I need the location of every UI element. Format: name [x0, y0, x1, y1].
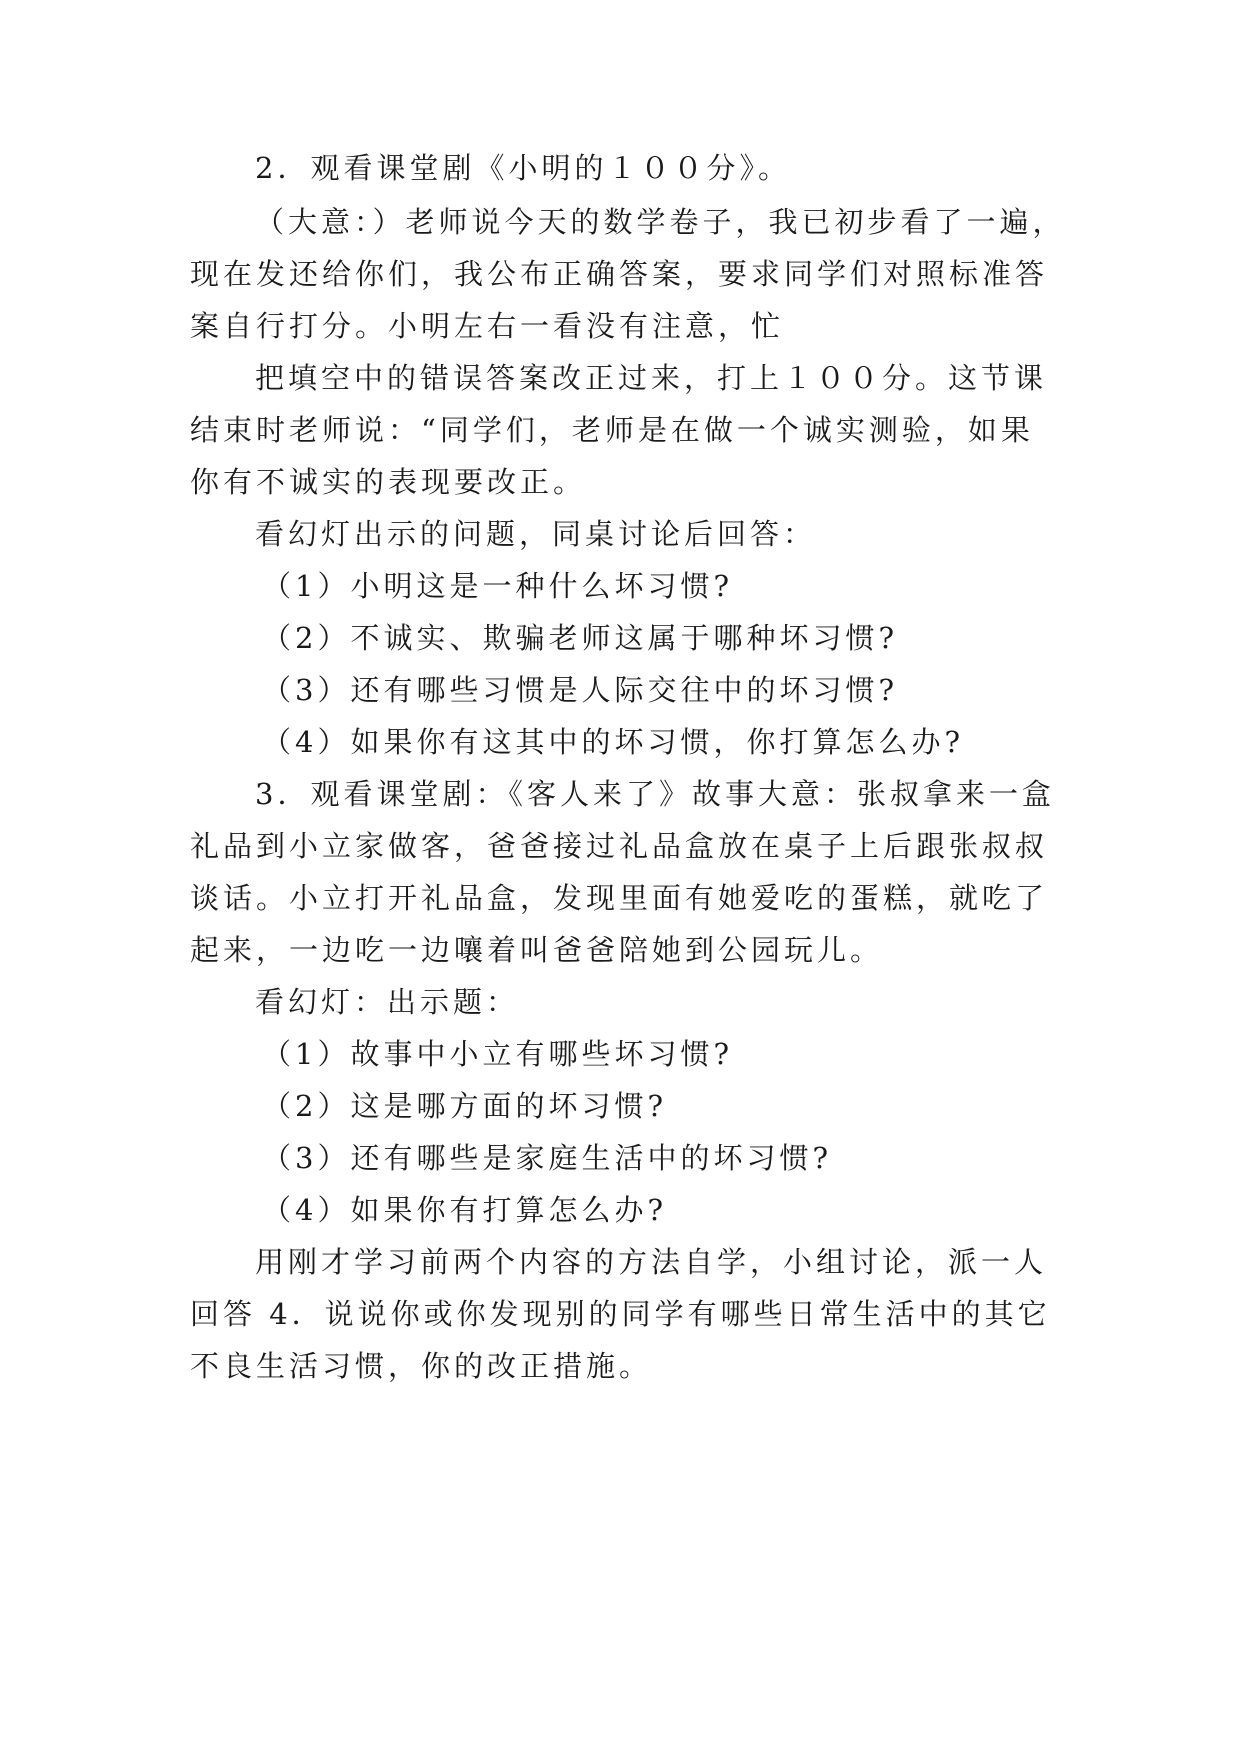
text-line: 案自行打分。小明左右一看没有注意，忙 — [190, 309, 785, 343]
text-line: 谈话。小立打开礼品盒，发现里面有她爱吃的蛋糕，就吃了 — [190, 881, 1049, 915]
text-line: 起来，一边吃一边嚷着叫爸爸陪她到公园玩儿。 — [190, 933, 884, 967]
question-item: （1）小明这是一种什么坏习惯? — [262, 569, 733, 603]
question-item: （4）如果你有打算怎么办? — [262, 1193, 667, 1227]
question-item: （2）这是哪方面的坏习惯? — [262, 1089, 667, 1123]
text-line: 回答 4．说说你或你发现别的同学有哪些日常生活中的其它 — [190, 1297, 1051, 1331]
text-line: 礼品到小立家做客，爸爸接过礼品盒放在桌子上后跟张叔叔 — [190, 829, 1049, 863]
text-line: 用刚才学习前两个内容的方法自学，小组讨论，派一人 — [255, 1245, 1048, 1279]
text-line: 现在发还给你们，我公布正确答案，要求同学们对照标准答 — [190, 257, 1049, 291]
text-line: 你有不诚实的表现要改正。 — [190, 465, 587, 499]
question-item: （4）如果你有这其中的坏习惯，你打算怎么办? — [262, 725, 964, 759]
text-line: 3．观看课堂剧：《客人来了》故事大意：张叔拿来一盒 — [255, 777, 1055, 811]
question-item: （3）还有哪些习惯是人际交往中的坏习惯? — [262, 673, 898, 707]
text-line: 结束时老师说：“同学们，老师是在做一个诚实测验，如果 — [190, 413, 1034, 447]
text-line: 把填空中的错误答案改正过来，打上１００分。这节课 — [255, 361, 1048, 395]
question-item: （3）还有哪些是家庭生活中的坏习惯? — [262, 1141, 832, 1175]
text-line: 看幻灯：出示题： — [255, 985, 520, 1019]
question-item: （1）故事中小立有哪些坏习惯? — [262, 1037, 733, 1071]
text-line: 不良生活习惯，你的改正措施。 — [190, 1349, 653, 1383]
question-item: （2）不诚实、欺骗老师这属于哪种坏习惯? — [262, 621, 898, 655]
text-line: 看幻灯出示的问题，同桌讨论后回答： — [255, 517, 817, 551]
text-line: 2．观看课堂剧《小明的１００分》。 — [255, 151, 791, 185]
text-line: （大意：）老师说今天的数学卷子，我已初步看了一遍， — [255, 205, 1066, 239]
